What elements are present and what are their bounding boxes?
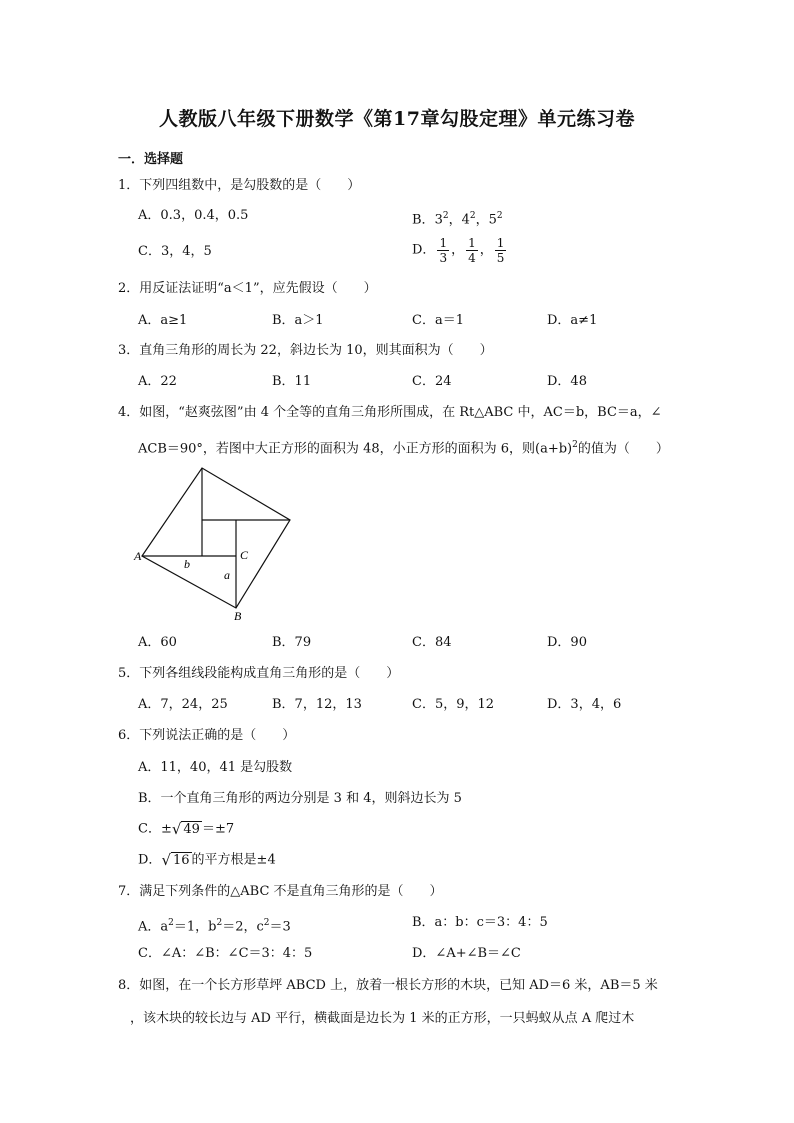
question-8-stem-line1: 8．如图，在一个长方形草坪 ABCD 上，放着一根长方形的木块，已知 AD＝6 米，AB＝5 米: [118, 978, 658, 993]
q7-option-c: C．∠A：∠B：∠C＝3：4：5: [138, 946, 313, 961]
q5-option-c: C．5，9，12: [412, 697, 495, 712]
q2-option-c: C．a＝1: [412, 313, 464, 328]
q6-option-d: D． √ 16 的平方根是±4: [138, 851, 276, 869]
q3-option-b: B．11: [272, 374, 312, 389]
q5-option-d: D．3，4，6: [547, 697, 622, 712]
q6-option-b: B．一个直角三角形的两边分别是 3 和 4，则斜边长为 5: [138, 791, 462, 806]
question-8-stem-line2: ，该木块的较长边与 AD 平行，横截面是边长为 1 米的正方形，一只蚂蚁从点 A 爬过木: [130, 1011, 635, 1026]
label-point-b: B: [234, 609, 242, 622]
sqrt-16: √ 16: [161, 851, 190, 869]
q1-option-a: A．0.3，0.4，0.5: [138, 208, 249, 223]
q1-option-d: D． $\frac{1}{3}$ ， $\frac{1}{4}$ ， $\frac{1}{5}$: [412, 236, 505, 265]
q4-option-a: A．60: [138, 635, 177, 650]
fraction-1-4: $\frac{1}{4}$: [468, 236, 476, 265]
question-7-stem: 7．满足下列条件的△ABC 不是直角三角形的是（ ）: [118, 884, 443, 899]
label-point-a: A: [134, 549, 142, 563]
q3-option-a: A．22: [138, 374, 177, 389]
fraction-1-5: $\frac{1}{5}$: [496, 236, 505, 265]
question-5-stem: 5．下列各组线段能构成直角三角形的是（ ）: [118, 666, 400, 681]
label-side-b: b: [184, 557, 190, 571]
q4-option-c: C．84: [412, 635, 452, 650]
q5-option-a: A．7，24，25: [138, 697, 228, 712]
q6-option-c: C．± √ 49 ＝±7: [138, 820, 235, 838]
q1-option-b: B．$3^2$，$4^2$，$5^2$: [412, 211, 503, 228]
q2-option-d: D．a≠1: [547, 313, 598, 328]
q5-option-b: B．7，12，13: [272, 697, 362, 712]
question-4-stem-line1: 4．如图，“赵爽弦图”由 4 个全等的直角三角形所围成，在 Rt△ABC 中，AC＝b，BC＝a，∠: [118, 405, 662, 420]
q3-option-d: D．48: [547, 374, 587, 389]
question-2-stem: 2．用反证法证明“a＜1”，应先假设（ ）: [118, 281, 377, 296]
q4-option-d: D．90: [547, 635, 587, 650]
q3-option-c: C．24: [412, 374, 452, 389]
question-4-stem-line2: ACB＝90°，若图中大正方形的面积为 48，小正方形的面积为 6，则$(a+b)^2$的值为（ ）: [138, 440, 669, 457]
q4-option-b: B．79: [272, 635, 312, 650]
q6-option-a: A．11，40，41 是勾股数: [138, 760, 293, 775]
q2-option-a: A．a≥1: [138, 313, 188, 328]
outer-square: [142, 468, 290, 608]
question-1-stem: 1．下列四组数中，是勾股数的是（ ）: [118, 178, 361, 193]
question-3-stem: 3．直角三角形的周长为 22，斜边长为 10，则其面积为（ ）: [118, 343, 493, 358]
label-point-c: C: [240, 548, 249, 562]
q7-option-a: A．$a^2=1$，$b^2=2$，$c^2=3$: [138, 918, 291, 935]
section-heading: 一．选择题: [118, 152, 184, 167]
q7-option-d: D．∠A+∠B＝∠C: [412, 946, 521, 961]
q7-option-b: B．a：b：c＝3：4：5: [412, 915, 548, 930]
question-6-stem: 6．下列说法正确的是（ ）: [118, 728, 296, 743]
q1-option-c: C．3，4，5: [138, 244, 212, 259]
label-side-a: a: [224, 568, 230, 582]
fraction-1-3: $\frac{1}{3}$: [439, 236, 448, 265]
zhao-shuang-diagram: [130, 462, 300, 622]
sqrt-49: √ 49: [171, 820, 200, 838]
page-title: 人教版八年级下册数学《第17章勾股定理》单元练习卷: [159, 108, 635, 130]
q2-option-b: B．a＞1: [272, 313, 324, 328]
